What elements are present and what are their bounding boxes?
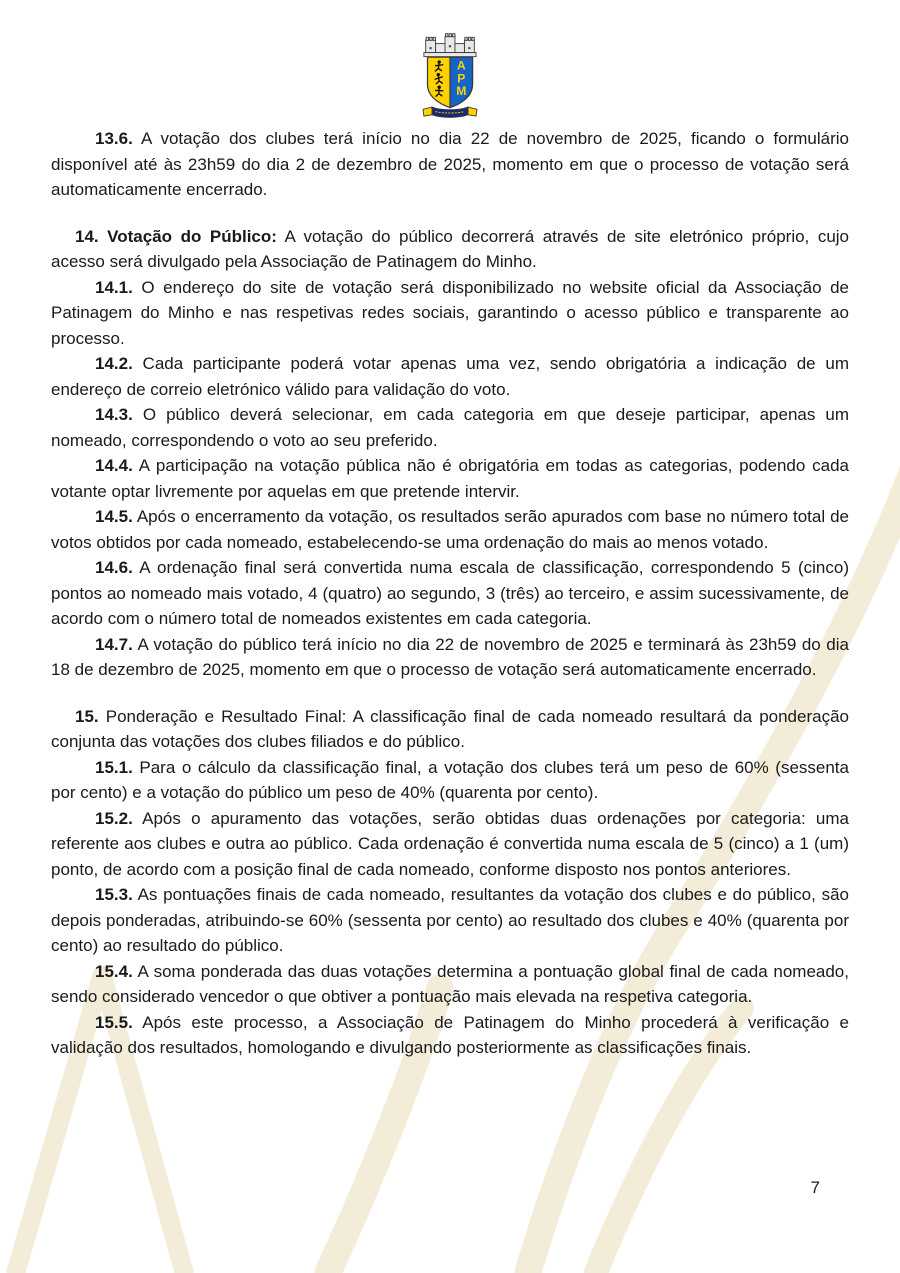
paragraph-lead: 14.1. — [95, 277, 133, 297]
paragraph-lead: 14.3. — [95, 405, 133, 424]
paragraph-lead: 15.4. — [95, 961, 133, 981]
paragraph-15-4 — [51, 959, 849, 1010]
paragraph-text: Após o encerramento da votação, os resultados serão apurados com base no número total de votos obtidos por cada nomeado, estabelecendo-se uma ordenação do mais ao menos votado. — [51, 507, 849, 552]
paragraph-lead: 14.4. — [95, 456, 133, 475]
paragraph-text: As pontuações finais de cada nomeado, resultantes da votação dos clubes e do público, são depois ponderadas, atribuindo-se 60% (sessenta por cento) ao resultado dos clubes e 40% (quarenta por cento) ao resultado do público. — [51, 885, 849, 955]
paragraph-text: A ordenação final será convertida numa escala de classificação, correspondendo 5 (cinco) pontos ao nomeado mais votado, 4 (quatro) ao segundo, 3 (três) ao terceiro, e assim sucessivamente, de acordo com o número total de nomeados existentes em cada categoria. — [51, 558, 849, 628]
paragraph-lead: 15.3. — [95, 885, 133, 904]
paragraph-15-5 — [51, 1010, 849, 1061]
paragraph-lead: 15.2. — [95, 808, 133, 828]
paragraph-text: A votação dos clubes terá início no dia 22 de novembro de 2025, ficando o formulário disponível até às 23h59 do dia 2 de dezembro de 2025, momento em que o processo de votação será automaticamente encerrado. — [51, 129, 849, 199]
paragraph-lead: 14.2. — [95, 354, 133, 373]
paragraph-text: A votação do público decorrerá através de site eletrónico próprio, cujo acesso será divulgado pela Associação de Patinagem do Minho. — [51, 226, 849, 271]
paragraph-14-4 — [51, 453, 849, 504]
logo-letter-a: A — [456, 58, 466, 73]
paragraph-15-3 — [51, 882, 849, 959]
paragraph-15 — [51, 704, 849, 755]
paragraph-15-2 — [51, 806, 849, 883]
paragraph-lead: 15.1. — [95, 757, 133, 777]
paragraph-lead: 14.6. — [95, 558, 133, 577]
document-body — [51, 126, 849, 1061]
apm-crest-logo — [405, 26, 495, 126]
ribbon-banner — [423, 107, 477, 117]
paragraph-lead: 15. — [75, 706, 99, 726]
paragraph-14-5 — [51, 504, 849, 555]
paragraph-14-3 — [51, 402, 849, 453]
paragraph-text: Para o cálculo da classificação final, a votação dos clubes terá um peso de 60% (sessenta por cento) e a votação do público um peso de 40% (quarenta por cento). — [51, 757, 849, 802]
paragraph-lead: 13.6. — [95, 129, 133, 148]
paragraph-lead: 14.7. — [95, 634, 133, 654]
paragraph-text: Ponderação e Resultado Final: A classificação final de cada nomeado resultará da ponderação conjunta das votações dos clubes filiados e do público. — [51, 706, 849, 751]
paragraph-14-6 — [51, 555, 849, 632]
paragraph-text: Após o apuramento das votações, serão obtidas duas ordenações por categoria: uma referente aos clubes e outra ao público. Cada ordenação é convertida numa escala de 5 (cinco) a 1 (um) ponto, de acordo com a posição final de cada nomeado, conforme disposto nos pontos anteriores. — [51, 808, 849, 879]
paragraph-lead: 14. Votação do Público: — [75, 226, 277, 246]
paragraph-text: Após este processo, a Associação de Patinagem do Minho procederá à verificação e validação dos resultados, homologando e divulgando posteriormente as classificações finais. — [51, 1012, 849, 1057]
paragraph-text: A participação na votação pública não é obrigatória em todas as categorias, podendo cada votante optar livremente por aquelas em que pretende intervir. — [51, 456, 849, 501]
paragraph-14-7 — [51, 632, 849, 683]
paragraph-14-1 — [51, 275, 849, 352]
paragraph-14 — [51, 224, 849, 275]
logo-letter-p: P — [457, 71, 466, 86]
paragraph-text: A votação do público terá início no dia 22 de novembro de 2025 e terminará às 23h59 do dia 18 de dezembro de 2025, momento em que o processo de votação será automaticamente encerrado. — [51, 634, 849, 679]
page-number: 7 — [810, 1178, 820, 1197]
paragraph-15-1 — [51, 755, 849, 806]
paragraph-lead: 14.5. — [95, 507, 133, 526]
paragraph-text: O endereço do site de votação será disponibilizado no website oficial da Associação de Patinagem do Minho e nas respetivas redes sociais, garantindo o acesso público e transparente ao processo. — [51, 277, 849, 348]
paragraph-text: A soma ponderada das duas votações determina a pontuação global final de cada nomeado, sendo considerado vencedor o que obtiver a pontuação mais elevada na respetiva categoria. — [51, 961, 849, 1006]
paragraph-14-2 — [51, 351, 849, 402]
crown-icon — [424, 34, 476, 57]
logo-letter-m: M — [456, 83, 467, 98]
paragraph-13-6 — [51, 126, 849, 203]
paragraph-text: O público deverá selecionar, em cada categoria em que deseje participar, apenas um nomeado, correspondendo o voto ao seu preferido. — [51, 405, 849, 450]
paragraph-lead: 15.5. — [95, 1012, 133, 1032]
shield — [428, 57, 473, 107]
paragraph-text: Cada participante poderá votar apenas uma vez, sendo obrigatória a indicação de um endereço de correio eletrónico válido para validação do voto. — [51, 354, 849, 399]
